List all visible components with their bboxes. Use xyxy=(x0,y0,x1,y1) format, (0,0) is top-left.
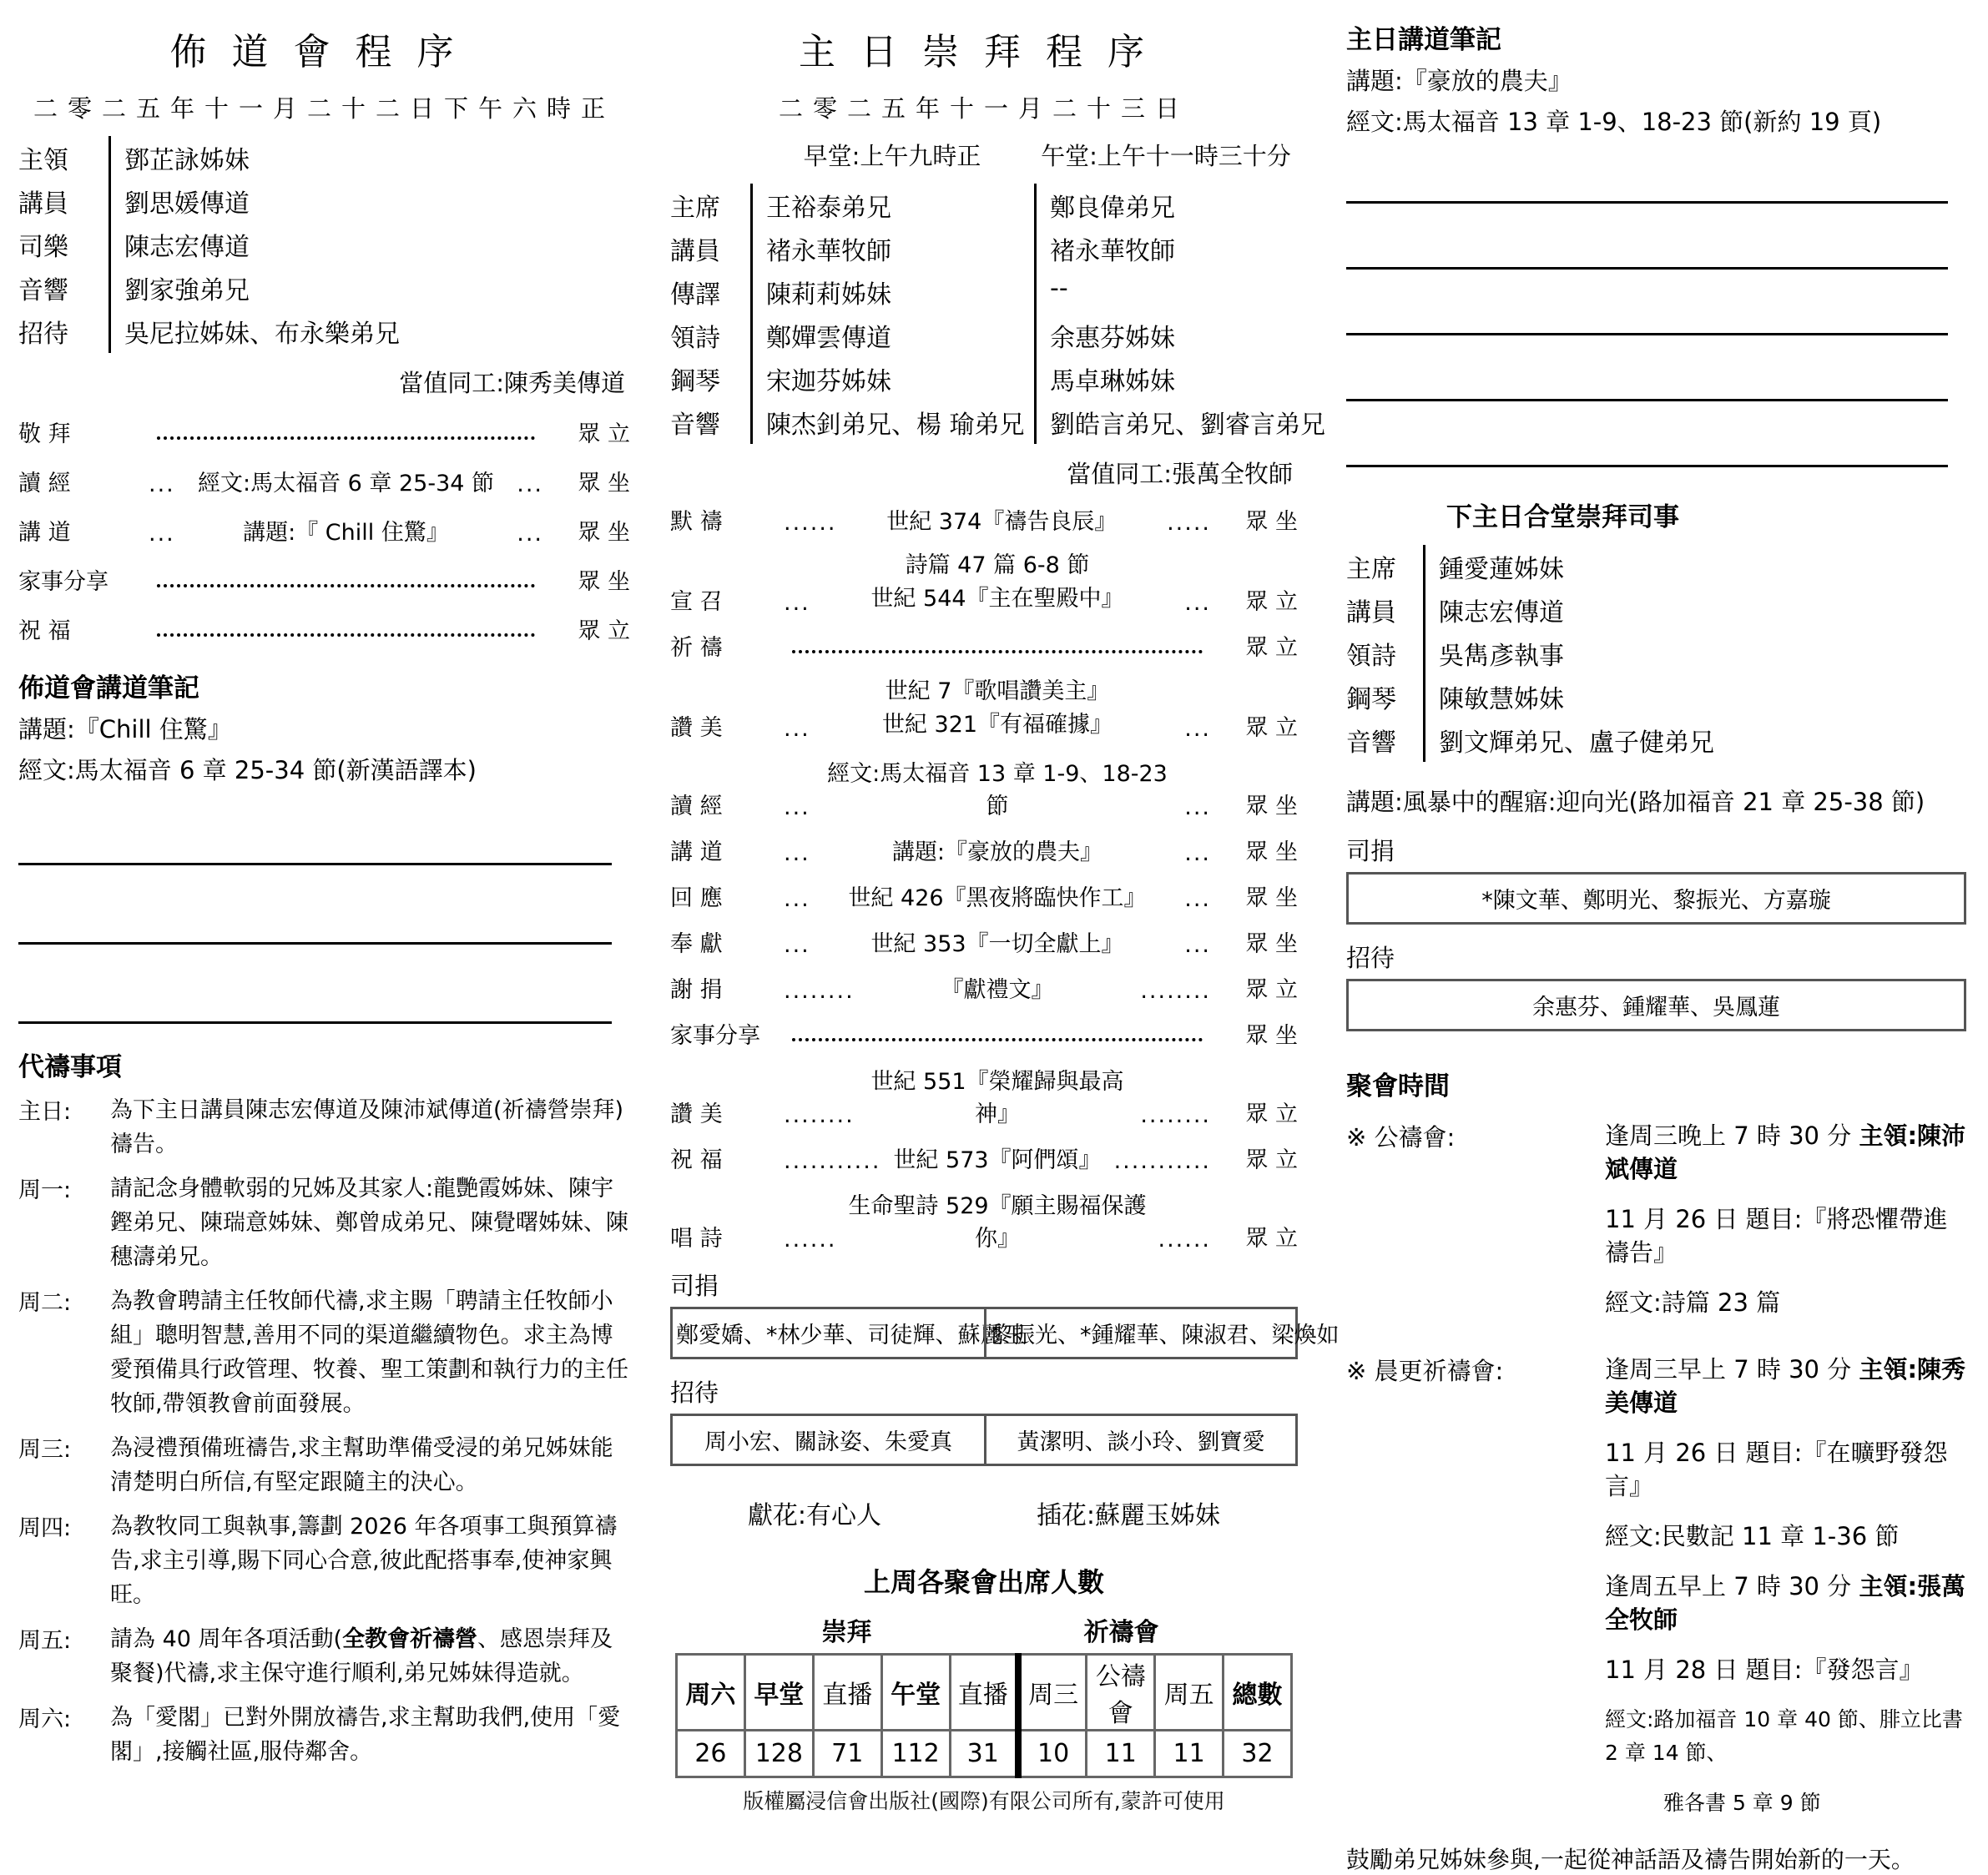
sunday-worship-column xyxy=(630,0,1340,1813)
meeting-item: ※ 晨更祈禱會: 逢周三早上 7 時 30 分 主領:陳秀美傳道 11 月 26 日 題目:『在曠野發怨言』 經文:民數記 11 章 1-36 節 逢周五早上 7 時 30 分 主領:張萬全牧師 11 月 28 日 題目:『發怨言』 經文:路加福音 10 章 40 節、腓立比書 2 章 14 節、 雅各書 5 章 9 節 xyxy=(1346,1355,1966,1815)
program-row: 祈 禱 眾 立 xyxy=(670,635,1298,661)
prayer-item: 周一: 請記念身體軟弱的兄姊及其家人:龍艷霞姊妹、陳宇鏗弟兄、陳瑞意姊妹、鄭曾成弟兄、陳覺曙姊妹、陳穗濤弟兄。 xyxy=(18,1176,628,1270)
ushers-label: 招待 xyxy=(1346,944,1395,972)
note-blank-line xyxy=(1346,333,1948,335)
dotted-leader xyxy=(792,650,1203,653)
role-value-late: 褚永華牧師 xyxy=(1034,227,1325,270)
program-row: 默 禱 ...... 世紀 374『禱告良辰』 ..... 眾 坐 xyxy=(670,509,1298,536)
role-value: 劉思媛傳道 xyxy=(108,179,630,223)
role-label: 領詩 xyxy=(1346,642,1396,671)
program-row: 祝 福 眾 立 xyxy=(18,618,630,644)
program-row: 回 應 ... 世紀 426『黑夜將臨快作工』 ... 眾 坐 xyxy=(670,885,1298,912)
role-value: 劉家強弟兄 xyxy=(108,266,630,310)
role-value-early: 褚永華牧師 xyxy=(750,227,1034,270)
dotted-leader xyxy=(157,436,535,440)
role-value: 陳志宏傳道 xyxy=(1423,588,1966,632)
middle-program-list xyxy=(670,503,1298,1253)
left-program-list xyxy=(18,416,630,645)
attendance-group-headers: 崇拜 祈禱會 xyxy=(821,1618,1159,1647)
right-sermon-scripture: 經文:馬太福音 13 章 1-9、18-23 節(新約 19 頁) xyxy=(1346,108,1882,136)
program-row: 講 道 ... 講題:『 Chill 住驚』 ... 眾 坐 xyxy=(18,520,630,547)
ushers-early: 周小宏、關詠姿、朱愛真 xyxy=(704,1429,952,1455)
program-row: 讀 經 ... 經文:馬太福音 6 章 25-34 節 ... 眾 坐 xyxy=(18,471,630,497)
marker: ※ xyxy=(1346,1357,1367,1385)
program-row: 讚 美 ... 世紀 7『歌唱讚美主』 世紀 321『有福確據』 ... 眾 立 xyxy=(670,678,1298,742)
ushers-label: 招待 xyxy=(670,1379,719,1407)
offering-label: 司捐 xyxy=(1346,837,1395,865)
role-value: 鄧芷詠姊妹 xyxy=(108,136,630,179)
dotted-leader xyxy=(157,584,535,587)
sermon-scripture: 經文:馬太福音 6 章 25-34 節(新漢語譯本) xyxy=(18,756,477,784)
sermon-topic: 講題:『Chill 住驚』 xyxy=(18,715,232,743)
role-value: 劉文輝弟兄、盧子健弟兄 xyxy=(1423,718,1966,762)
middle-roles-table xyxy=(670,184,1325,444)
meeting-encouragement: 鼓勵弟兄姊妹參與,一起從神話語及禱告開始新的一天。 xyxy=(1346,1846,1915,1873)
ushers-names-box: 余惠芬、鍾耀華、吳鳳蓮 xyxy=(1346,979,1966,1031)
prayer-items-section xyxy=(18,1046,630,1769)
role-label: 鋼琴 xyxy=(1346,685,1396,714)
attendance-title: 上周各聚會出席人數 xyxy=(863,1566,1104,1598)
note-blank-line xyxy=(18,1021,612,1024)
note-blank-line xyxy=(1346,201,1948,204)
program-row: 讚 美 ........ 世紀 551『榮耀歸與最高神』 ........ 眾 立 xyxy=(670,1069,1298,1128)
role-value: 陳志宏傳道 xyxy=(108,223,630,266)
sermon-notes-column xyxy=(1298,0,1988,1873)
left-roles-table xyxy=(18,136,630,353)
note-blank-line xyxy=(1346,267,1948,270)
left-duty-staff: 當值同工:陳秀美傳道 xyxy=(399,369,625,397)
flower-donor: 獻花:有心人 xyxy=(747,1501,882,1530)
ushers-names-box xyxy=(670,1414,1298,1466)
evangelistic-meeting-column xyxy=(0,0,630,1765)
role-value-early: 宋迦芬姊妹 xyxy=(750,357,1034,401)
role-label: 講員 xyxy=(670,237,720,266)
program-row: 宣 召 ... 詩篇 47 篇 6-8 節 世紀 544『主在聖殿中』 ... 眾 立 xyxy=(670,552,1298,616)
left-date: 二零二五年十一月二十二日下午六時正 xyxy=(33,94,615,123)
note-blank-line xyxy=(18,942,612,945)
role-value-late: 余惠芬姊妹 xyxy=(1034,314,1325,357)
program-row: 家事分享 眾 坐 xyxy=(18,569,630,595)
prayer-item: 主日: 為下主日講員陳志宏傳道及陳沛斌傳道(祈禱營崇拜)禱告。 xyxy=(18,1097,624,1157)
left-title: 佈道會程序 xyxy=(169,31,479,73)
role-label: 音響 xyxy=(18,276,68,305)
middle-duty-staff: 當值同工:張萬全牧師 xyxy=(1067,460,1293,488)
role-label: 主席 xyxy=(670,194,720,223)
role-value: 陳敏慧姊妹 xyxy=(1423,675,1966,718)
sermon-notes-title: 佈道會講道筆記 xyxy=(18,673,199,703)
role-label: 主席 xyxy=(1346,555,1396,584)
right-notes-title: 主日講道筆記 xyxy=(1346,25,1501,55)
role-value-late: 鄭良偉弟兄 xyxy=(1034,184,1325,227)
prayer-item: 周二: 為教會聘請主任牧師代禱,求主賜「聘請主任牧師小組」聰明智慧,善用不同的渠道繼續物色。求主為博愛預備具行政管理、牧養、聖工策劃和執行力的主任牧師,帶領教會前面發展。 xyxy=(18,1288,628,1417)
prayer-item: 周三: 為浸禮預備班禱告,求主幫助準備受浸的弟兄姊妹能清楚明白所信,有堅定跟隨主的決心。 xyxy=(18,1435,613,1495)
role-label: 領詩 xyxy=(670,324,720,353)
role-value-early: 陳杰釗弟兄、楊 瑜弟兄 xyxy=(750,401,1034,444)
offering-names-box: *陳文華、鄭明光、黎振光、方嘉璇 xyxy=(1346,872,1966,925)
role-label: 主領 xyxy=(18,146,68,175)
next-service-topic: 講題:風暴中的醒寤:迎向光(路加福音 21 章 25-38 節) xyxy=(1346,788,1925,816)
dotted-leader xyxy=(792,1038,1203,1041)
next-service-title: 下主日合堂崇拜司事 xyxy=(1446,502,1679,532)
ushers-late: 黃潔明、談小玲、劉寶愛 xyxy=(984,1416,1295,1464)
role-label: 音響 xyxy=(670,411,720,440)
late-session-time: 午堂:上午十一時三十分 xyxy=(1041,142,1291,170)
role-value-late: 劉皓言弟兄、劉睿言弟兄 xyxy=(1034,401,1325,444)
offering-late: 黎振光、*鍾耀華、陳淑君、梁煥如 xyxy=(984,1309,1295,1357)
role-label: 鋼琴 xyxy=(670,367,720,396)
attendance-table xyxy=(675,1611,1293,1778)
role-value-late: 馬卓琳姊妹 xyxy=(1034,357,1325,401)
note-blank-line xyxy=(18,863,612,865)
role-value-late: -- xyxy=(1034,270,1325,314)
flowers-line xyxy=(670,1494,1298,1531)
role-label: 司樂 xyxy=(18,233,68,262)
role-label: 講員 xyxy=(18,189,68,219)
meeting-item: ※ 公禱會: 逢周三晚上 7 時 30 分 主領:陳沛斌傳道 11 月 26 日 題目:『將恐懼帶進禱告』 經文:詩篇 23 篇 xyxy=(1346,1121,1966,1317)
role-value-early: 鄭嬋雲傳道 xyxy=(750,314,1034,357)
next-service-roles xyxy=(1346,545,1966,762)
note-blank-line xyxy=(1346,399,1948,401)
marker: ※ xyxy=(1346,1123,1367,1152)
program-row: 唱 詩 ...... 生命聖詩 529『願主賜福保護你』 ...... 眾 立 xyxy=(670,1193,1298,1253)
program-row: 奉 獻 ... 世紀 353『一切全獻上』 ... 眾 坐 xyxy=(670,931,1298,958)
note-blank-line xyxy=(1346,465,1948,467)
early-session-time: 早堂:上午九時正 xyxy=(803,142,981,170)
offering-names-box xyxy=(670,1307,1340,1359)
attendance-header-row: 周六 早堂 直播 午堂 直播 周三 公禱會 周五 總數 xyxy=(677,1655,1292,1731)
program-row: 家事分享 眾 坐 xyxy=(670,1023,1298,1049)
offering-label: 司捐 xyxy=(670,1272,719,1300)
meeting-times-title: 聚會時間 xyxy=(1346,1071,1450,1101)
prayer-item: 周四: 為教牧同工與執事,籌劃 2026 年各項事工與預算禱告,求主引導,賜下同心合意,彼此配搭事奉,使神家興旺。 xyxy=(18,1514,618,1608)
role-label: 講員 xyxy=(1346,598,1396,628)
role-value-early: 陳莉莉姊妹 xyxy=(750,270,1034,314)
dotted-leader xyxy=(157,633,535,637)
copyright-line: 版權屬浸信會出版社(國際)有限公司所有,蒙許可使用 xyxy=(743,1789,1225,1813)
program-row: 講 道 ... 講題:『豪放的農夫』 ... 眾 坐 xyxy=(670,839,1298,866)
meeting-times-section xyxy=(1346,1065,1966,1875)
program-row: 祝 福 ........... 世紀 573『阿們頌』 ........... 眾 立 xyxy=(670,1147,1298,1174)
middle-title: 主日崇拜程序 xyxy=(799,31,1169,73)
session-times xyxy=(670,138,1298,172)
prayer-title: 代禱事項 xyxy=(18,1052,122,1082)
right-sermon-topic: 講題:『豪放的農夫』 xyxy=(1346,67,1572,95)
role-value-early: 王裕泰弟兄 xyxy=(750,184,1034,227)
program-row: 讀 經 ... 經文:馬太福音 13 章 1-9、18-23 節 ... 眾 坐 xyxy=(670,761,1298,820)
role-label: 招待 xyxy=(18,320,68,349)
offering-early: 鄭愛嬌、*林少華、司徒輝、蘇麗玉 xyxy=(676,1323,1026,1348)
program-row: 敬 拜 眾 立 xyxy=(18,421,630,447)
role-label: 傳譯 xyxy=(670,280,720,310)
role-label: 音響 xyxy=(1346,728,1396,758)
prayer-item: 周五: 請為 40 周年各項活動(全教會祈禱營、感恩崇拜及聚餐)代禱,求主保守進行順利,弟兄姊妹得造就。 xyxy=(18,1626,613,1686)
role-value: 吳尼拉姊妹、布永樂弟兄 xyxy=(108,310,630,353)
middle-date: 二零二五年十一月二十三日 xyxy=(778,94,1189,123)
prayer-item: 周六: 為「愛閣」已對外開放禱告,求主幫助我們,使用「愛閣」,接觸社區,服侍鄰舍。 xyxy=(18,1705,621,1765)
program-row: 謝 捐 ........ 『獻禮文』 ........ 眾 立 xyxy=(670,977,1298,1004)
role-value: 吳雋彥執事 xyxy=(1423,632,1966,675)
flower-arranger: 插花:蘇麗玉姊妹 xyxy=(1036,1501,1221,1530)
role-value: 鍾愛蓮姊妹 xyxy=(1423,545,1966,588)
attendance-value-row: 26 128 71 112 31 10 11 11 32 xyxy=(677,1731,1292,1777)
